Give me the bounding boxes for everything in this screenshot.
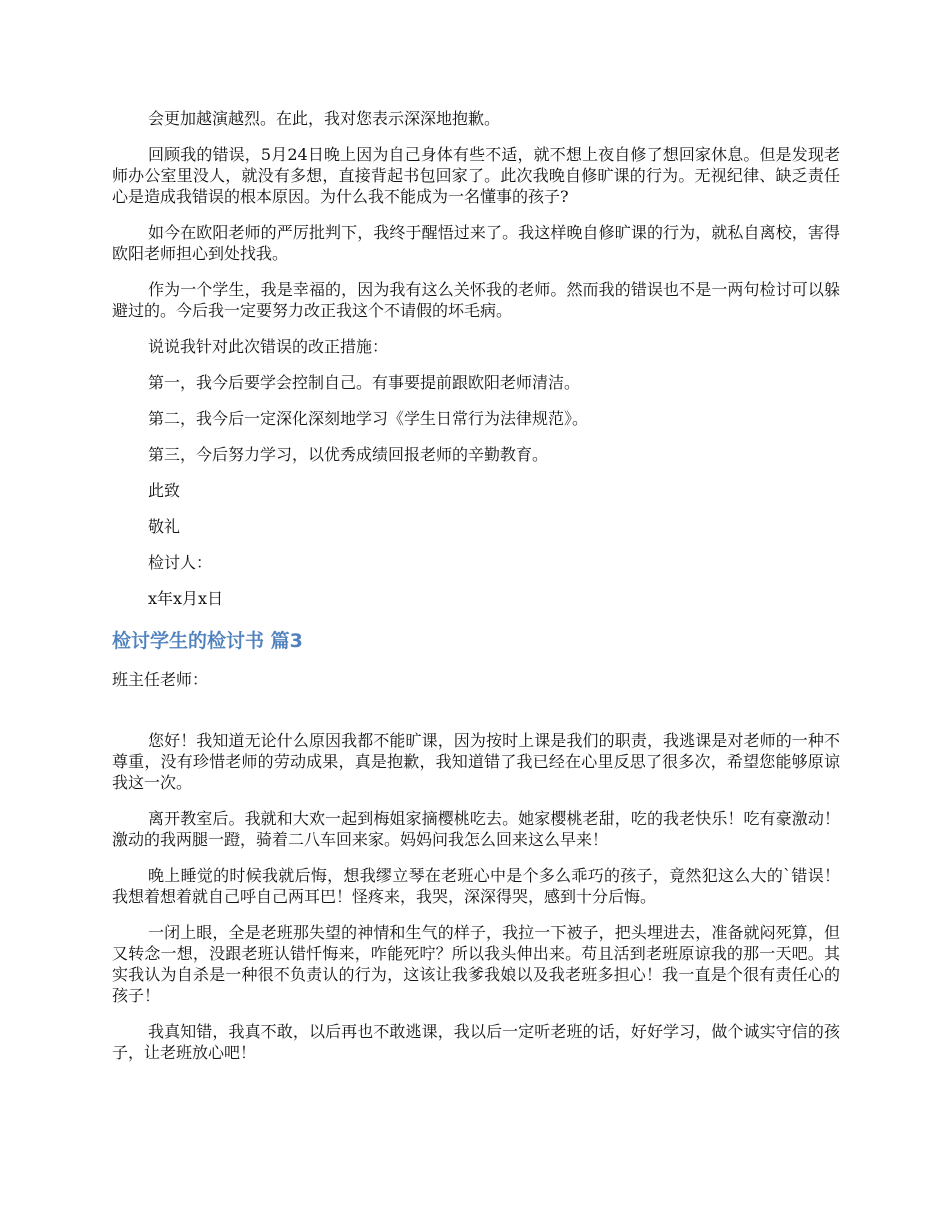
- salutation: 班主任老师：: [112, 670, 209, 689]
- closing-line: 此致: [148, 481, 181, 500]
- paragraph: 会更加越演越烈。在此，我对您表示深深地抱歉。: [148, 109, 501, 128]
- signature-line: 检讨人：: [148, 553, 213, 572]
- paragraph: 如今在欧阳老师的严厉批判下，我终于醒悟过来了。我这样晚自修旷课的行为，就私自离校，害得欧阳老师担心到处找我。: [112, 223, 840, 263]
- paragraph: 我真知错，我真不敢，以后再也不敢逃课，我以后一定听老班的话，好好学习，做个诚实守信的孩子，让老班放心吧！: [112, 1022, 840, 1062]
- paragraph: 您好！我知道无论什么原因我都不能旷课，因为按时上课是我们的职责，我逃课是对老师的一种不尊重，没有珍惜老师的劳动成果，真是抱歉，我知道错了我已经在心里反思了很多次，希望您能够原谅我这一次。: [112, 731, 840, 792]
- document-page: [112, 108, 840, 1063]
- paragraph: 晚上睡觉的时候我就后悔，想我缪立琴在老班心中是个多么乖巧的孩子，竟然犯这么大的`错误！我想着想着就自己呼自己两耳巴！怪疼来，我哭，深深得哭，感到十分后悔。: [112, 866, 840, 906]
- date-line: x年x月x日: [148, 589, 224, 608]
- closing-line: 敬礼: [148, 517, 181, 536]
- paragraph: 第二，我今后一定深化深刻地学习《学生日常行为法律规范》。: [148, 409, 589, 428]
- paragraph: 作为一个学生，我是幸福的，因为我有这么关怀我的老师。然而我的错误也不是一两句检讨可以躲避过的。今后我一定要努力改正我这个不请假的坏毛病。: [112, 280, 840, 320]
- paragraph: 说说我针对此次错误的改正措施：: [148, 337, 389, 356]
- paragraph: 一闭上眼，全是老班那失望的神情和生气的样子，我拉一下被子，把头埋进去，准备就闷死算，但又转念一想，没跟老班认错忏悔来，咋能死咛？所以我头伸出来。苟且活到老班原谅我的那一天吧。其实我认为自杀是一种很不负责认的行为，这该让我爹我娘以及我老班多担心！我一直是个很有责任心的孩子！: [112, 923, 840, 1005]
- paragraph: 第一，我今后要学会控制自己。有事要提前跟欧阳老师清洁。: [148, 373, 581, 392]
- paragraph: 离开教室后。我就和大欢一起到梅姐家摘樱桃吃去。她家樱桃老甜，吃的我老快乐！吃有豪激动！激动的我两腿一蹬，骑着二八车回来家。妈妈问我怎么回来这么早来！: [112, 809, 840, 849]
- paragraph: 回顾我的错误，5月24日晚上因为自己身体有些不适，就不想上夜自修了想回家休息。但是发现老师办公室里没人，就没有多想，直接背起书包回家了。此次我晚自修旷课的行为。无视纪律、缺乏责任心是造成我错误的根本原因。为什么我不能成为一名懂事的孩子?: [112, 145, 840, 206]
- section-heading: 检讨学生的检讨书 篇3: [112, 630, 303, 652]
- paragraph: 第三，今后努力学习，以优秀成绩回报老师的辛勤教育。: [148, 445, 549, 464]
